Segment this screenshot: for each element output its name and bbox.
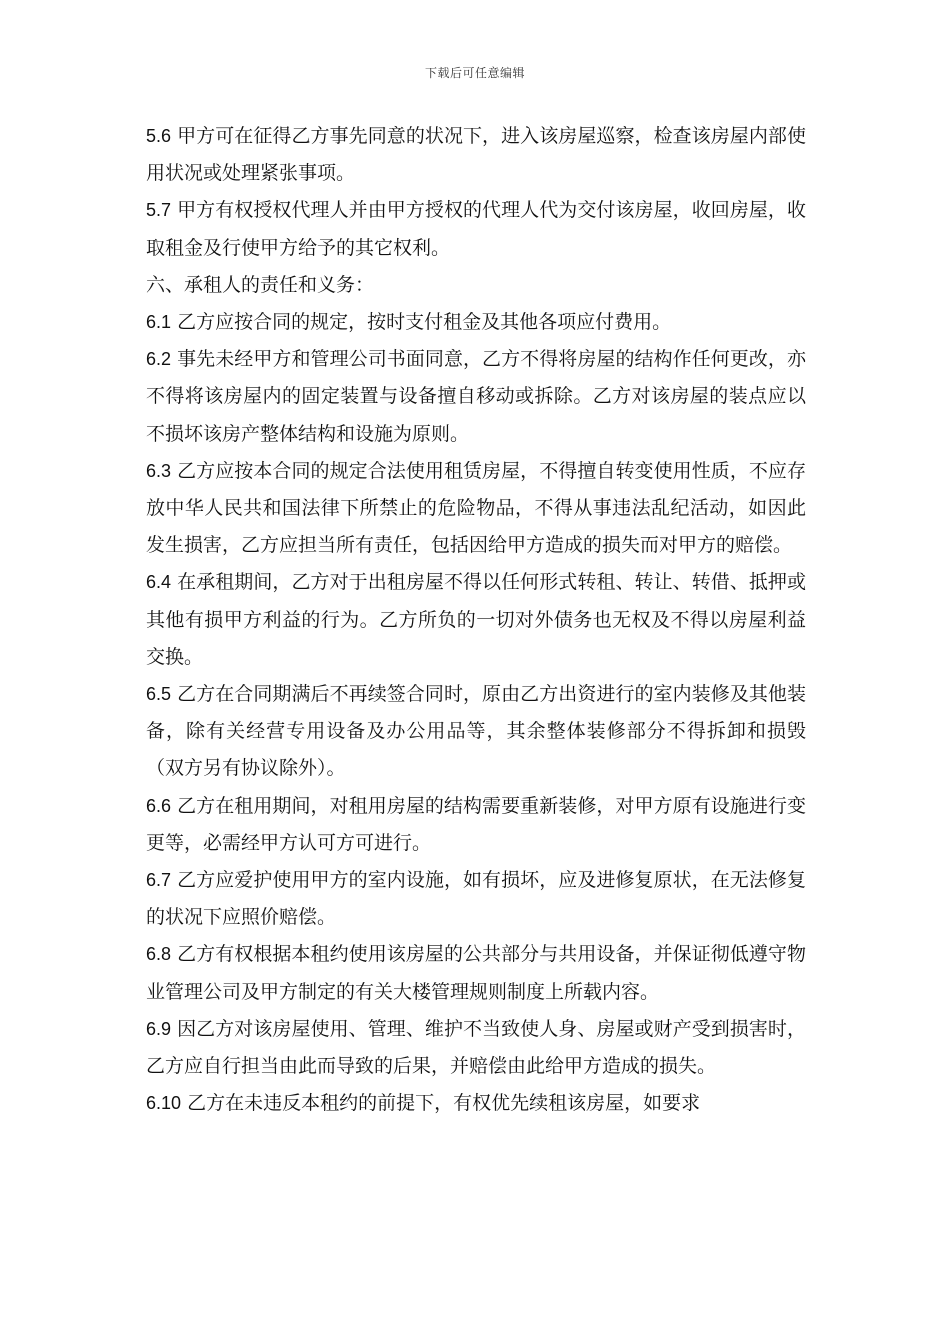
clause-text: 乙方在租用期间，对租用房屋的结构需要重新装修，对甲方原有设施进行变更等，必需经甲方认可方可进行。 bbox=[146, 794, 806, 854]
clause-text: 乙方应爱护使用甲方的室内设施，如有损坏，应及进修复原状，在无法修复的状况下应照价赔偿。 bbox=[146, 869, 806, 929]
clause-number: 6.5 bbox=[146, 684, 172, 705]
clause-text: 甲方有权授权代理人并由甲方授权的代理人代为交付该房屋，收回房屋，收取租金及行使甲方给予的其它权利。 bbox=[146, 199, 806, 259]
clause-6-3 bbox=[146, 453, 806, 565]
clause-number: 6.7 bbox=[146, 870, 172, 891]
clause-number: 6.3 bbox=[146, 460, 172, 481]
section-heading-text: 六、承租人的责任和义务： bbox=[146, 273, 375, 296]
clause-text: 乙方在未违反本租约的前提下，有权优先续租该房屋，如要求 bbox=[181, 1092, 701, 1115]
clause-number: 6.4 bbox=[146, 572, 172, 593]
clause-number: 6.1 bbox=[146, 312, 172, 333]
clause-number: 6.8 bbox=[146, 944, 172, 965]
clause-6-9 bbox=[146, 1011, 806, 1085]
page-header: 下载后可任意编辑 bbox=[424, 66, 525, 80]
clause-number: 6.9 bbox=[146, 1018, 172, 1039]
clause-6-8 bbox=[146, 936, 806, 1010]
clause-6-1 bbox=[146, 304, 806, 341]
clause-number: 6.10 bbox=[146, 1093, 182, 1114]
clause-6-5 bbox=[146, 676, 806, 788]
clause-text: 乙方应按本合同的规定合法使用租赁房屋，不得擅自转变使用性质，不应存放中华人民共和国法律下所禁止的危险物品，不得从事违法乱纪活动，如因此发生损害，乙方应担当所有责任，包括因给甲方造成的损失而对甲方的赔偿。 bbox=[146, 459, 806, 557]
clause-6-4 bbox=[146, 564, 806, 676]
clause-number: 6.6 bbox=[146, 795, 172, 816]
clause-text: 因乙方对该房屋使用、管理、维护不当致使人身、房屋或财产受到损害时，乙方应自行担当由此而导致的后果，并赔偿由此给甲方造成的损失。 bbox=[146, 1017, 806, 1078]
clause-5-7 bbox=[146, 192, 806, 266]
clause-6-6 bbox=[146, 788, 806, 862]
clause-6-2 bbox=[146, 341, 806, 453]
section-heading-6 bbox=[146, 267, 806, 304]
clause-text: 乙方应按合同的规定，按时支付租金及其他各项应付费用。 bbox=[171, 311, 672, 334]
clause-text: 在承租期间，乙方对于出租房屋不得以任何形式转租、转让、转借、抵押或其他有损甲方利益的行为。乙方所负的一切对外债务也无权及不得以房屋利益交换。 bbox=[146, 571, 806, 668]
clause-text: 乙方在合同期满后不再续签合同时，原由乙方出资进行的室内装修及其他装备，除有关经营专用设备及办公用品等，其余整体装修部分不得拆卸和损毁（双方另有协议除外）。 bbox=[146, 683, 806, 780]
clause-5-6 bbox=[146, 118, 806, 192]
document-body bbox=[146, 118, 806, 1122]
clause-text: 甲方可在征得乙方事先同意的状况下，进入该房屋巡察，检查该房屋内部使用状况或处理紧张事项。 bbox=[146, 125, 806, 185]
clause-number: 5.7 bbox=[146, 200, 172, 221]
clause-6-7 bbox=[146, 862, 806, 936]
clause-text: 乙方有权根据本租约使用该房屋的公共部分与共用设备，并保证彻低遵守物业管理公司及甲方制定的有关大楼管理规则制度上所载内容。 bbox=[146, 943, 806, 1003]
clause-6-10 bbox=[146, 1085, 806, 1122]
clause-text: 事先未经甲方和管理公司书面同意，乙方不得将房屋的结构作任何更改，亦不得将该房屋内的固定装置与设备擅自移动或拆除。乙方对该房屋的装点应以不损坏该房产整体结构和设施为原则。 bbox=[146, 348, 806, 445]
clause-number: 6.2 bbox=[146, 349, 172, 370]
clause-number: 5.6 bbox=[146, 126, 172, 146]
